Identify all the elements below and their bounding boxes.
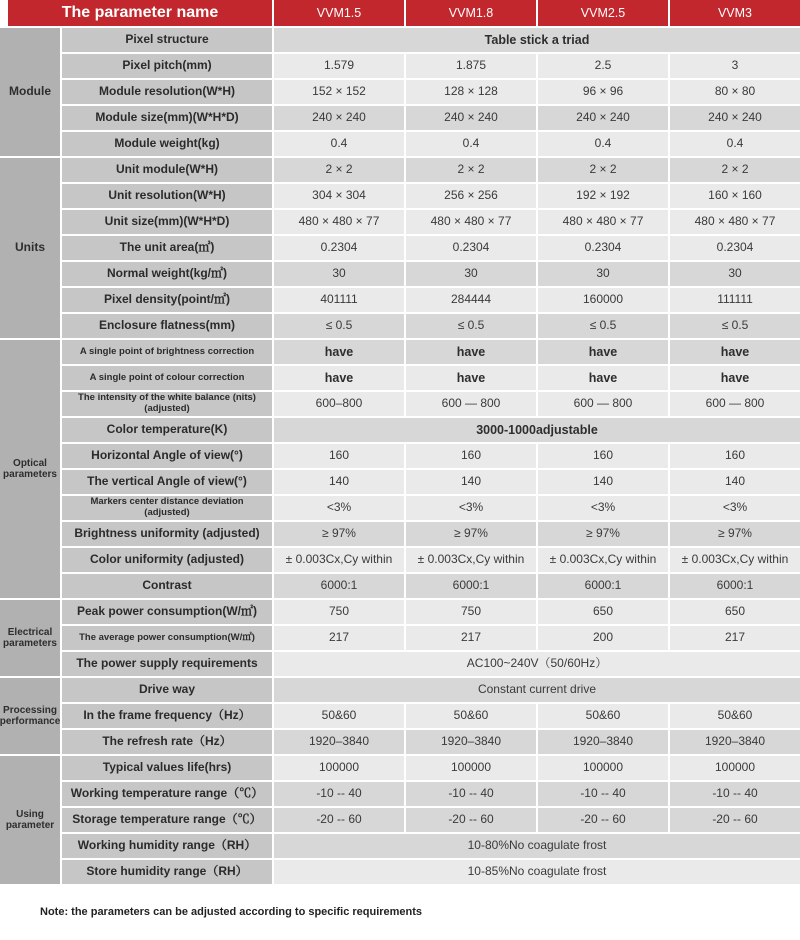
- value-cell: <3%: [538, 496, 668, 520]
- value-cell: 6000:1: [538, 574, 668, 598]
- value-cell: 50&60: [406, 704, 536, 728]
- param-name: In the frame frequency（Hz）: [62, 704, 272, 728]
- value-cell: 600–800: [274, 392, 404, 416]
- group-label-optical-parameters: Optical parameters: [0, 340, 60, 598]
- value-cell: have: [406, 366, 536, 390]
- merged-value-cell: AC100~240V（50/60Hz）: [274, 652, 800, 676]
- value-cell: 0.4: [538, 132, 668, 156]
- value-cell: have: [406, 340, 536, 364]
- merged-value-cell: 10-85%No coagulate frost: [274, 860, 800, 884]
- param-name: Working temperature range（℃）: [62, 782, 272, 806]
- value-cell: 600 — 800: [670, 392, 800, 416]
- value-cell: <3%: [406, 496, 536, 520]
- value-cell: <3%: [670, 496, 800, 520]
- value-cell: 160: [406, 444, 536, 468]
- param-name: The power supply requirements: [62, 652, 272, 676]
- value-cell: 100000: [274, 756, 404, 780]
- value-cell: 480 × 480 × 77: [274, 210, 404, 234]
- param-name: A single point of colour correction: [62, 366, 272, 390]
- value-cell: <3%: [274, 496, 404, 520]
- value-cell: 128 × 128: [406, 80, 536, 104]
- value-cell: -10 -- 40: [670, 782, 800, 806]
- value-cell: -20 -- 60: [538, 808, 668, 832]
- value-cell: have: [670, 366, 800, 390]
- value-cell: 1920–3840: [406, 730, 536, 754]
- param-name: Unit module(W*H): [62, 158, 272, 182]
- value-cell: 50&60: [274, 704, 404, 728]
- value-cell: 480 × 480 × 77: [538, 210, 668, 234]
- value-cell: 2 × 2: [274, 158, 404, 182]
- param-name: Pixel pitch(mm): [62, 54, 272, 78]
- value-cell: ≥ 97%: [274, 522, 404, 546]
- value-cell: ± 0.003Cx,Cy within: [274, 548, 404, 572]
- value-cell: 0.4: [406, 132, 536, 156]
- value-cell: ≤ 0.5: [670, 314, 800, 338]
- value-cell: ± 0.003Cx,Cy within: [538, 548, 668, 572]
- value-cell: ≥ 97%: [538, 522, 668, 546]
- value-cell: -10 -- 40: [406, 782, 536, 806]
- value-cell: 217: [406, 626, 536, 650]
- value-cell: ≥ 97%: [670, 522, 800, 546]
- value-cell: 401111: [274, 288, 404, 312]
- param-name: Peak power consumption(W/㎡): [62, 600, 272, 624]
- value-cell: 240 × 240: [538, 106, 668, 130]
- value-cell: 30: [670, 262, 800, 286]
- value-cell: 6000:1: [274, 574, 404, 598]
- param-name: The unit area(㎡): [62, 236, 272, 260]
- param-name: Storage temperature range（℃）: [62, 808, 272, 832]
- value-cell: 240 × 240: [406, 106, 536, 130]
- value-cell: have: [274, 366, 404, 390]
- value-cell: 6000:1: [670, 574, 800, 598]
- param-name: Module size(mm)(W*H*D): [62, 106, 272, 130]
- value-cell: 1.875: [406, 54, 536, 78]
- value-cell: 3: [670, 54, 800, 78]
- value-cell: 1920–3840: [670, 730, 800, 754]
- value-cell: 284444: [406, 288, 536, 312]
- param-name: Module resolution(W*H): [62, 80, 272, 104]
- value-cell: 6000:1: [406, 574, 536, 598]
- param-name: Module weight(kg): [62, 132, 272, 156]
- value-cell: 160: [274, 444, 404, 468]
- param-name-header: The parameter name: [8, 0, 272, 26]
- value-cell: have: [538, 366, 668, 390]
- value-cell: 152 × 152: [274, 80, 404, 104]
- value-cell: 480 × 480 × 77: [406, 210, 536, 234]
- value-cell: 1.579: [274, 54, 404, 78]
- value-cell: ± 0.003Cx,Cy within: [406, 548, 536, 572]
- value-cell: 2.5: [538, 54, 668, 78]
- param-name: Enclosure flatness(mm): [62, 314, 272, 338]
- param-name: Contrast: [62, 574, 272, 598]
- value-cell: 50&60: [670, 704, 800, 728]
- value-cell: 0.2304: [406, 236, 536, 260]
- value-cell: 0.2304: [274, 236, 404, 260]
- value-cell: 96 × 96: [538, 80, 668, 104]
- value-cell: -10 -- 40: [538, 782, 668, 806]
- value-cell: 2 × 2: [670, 158, 800, 182]
- value-cell: 30: [406, 262, 536, 286]
- value-cell: ≤ 0.5: [406, 314, 536, 338]
- param-name: Color uniformity (adjusted): [62, 548, 272, 572]
- param-name: Unit resolution(W*H): [62, 184, 272, 208]
- param-name: Normal weight(kg/㎡): [62, 262, 272, 286]
- value-cell: 50&60: [538, 704, 668, 728]
- group-label-module: Module: [0, 28, 60, 156]
- param-name: Pixel structure: [62, 28, 272, 52]
- value-cell: 217: [670, 626, 800, 650]
- value-cell: 140: [274, 470, 404, 494]
- value-cell: 1920–3840: [538, 730, 668, 754]
- merged-value-cell: 3000-1000adjustable: [274, 418, 800, 442]
- value-cell: have: [670, 340, 800, 364]
- value-cell: -20 -- 60: [406, 808, 536, 832]
- value-cell: 2 × 2: [406, 158, 536, 182]
- merged-value-cell: Constant current drive: [274, 678, 800, 702]
- value-cell: 30: [538, 262, 668, 286]
- param-name: Horizontal Angle of view(°): [62, 444, 272, 468]
- footer-note: Note: the parameters can be adjusted according to specific requirements: [40, 906, 423, 918]
- value-cell: 100000: [538, 756, 668, 780]
- value-cell: 100000: [406, 756, 536, 780]
- value-cell: 1920–3840: [274, 730, 404, 754]
- value-cell: have: [274, 340, 404, 364]
- param-name: Pixel density(point/㎡): [62, 288, 272, 312]
- param-name: Typical values life(hrs): [62, 756, 272, 780]
- param-name: A single point of brightness correction: [62, 340, 272, 364]
- param-name: The refresh rate（Hz）: [62, 730, 272, 754]
- value-cell: 160000: [538, 288, 668, 312]
- param-name: Brightness uniformity (adjusted): [62, 522, 272, 546]
- value-cell: 0.4: [670, 132, 800, 156]
- value-cell: ≥ 97%: [406, 522, 536, 546]
- model-header-vvm1.8: VVM1.8: [406, 0, 536, 26]
- value-cell: 140: [670, 470, 800, 494]
- value-cell: 600 — 800: [406, 392, 536, 416]
- value-cell: 192 × 192: [538, 184, 668, 208]
- param-name: The intensity of the white balance (nits) (adjusted): [62, 392, 272, 416]
- value-cell: 0.4: [274, 132, 404, 156]
- value-cell: 0.2304: [538, 236, 668, 260]
- value-cell: 256 × 256: [406, 184, 536, 208]
- param-name: The average power consumption(W/㎡): [62, 626, 272, 650]
- value-cell: 160: [670, 444, 800, 468]
- value-cell: 30: [274, 262, 404, 286]
- model-header-vvm2.5: VVM2.5: [538, 0, 668, 26]
- param-name: Unit size(mm)(W*H*D): [62, 210, 272, 234]
- param-name: Working humidity range（RH）: [62, 834, 272, 858]
- param-name: Markers center distance deviation (adjusted): [62, 496, 272, 520]
- value-cell: 140: [538, 470, 668, 494]
- merged-value-cell: Table stick a triad: [274, 28, 800, 52]
- group-label-electrical-parameters: Electrical parameters: [0, 600, 60, 676]
- value-cell: 140: [406, 470, 536, 494]
- group-label-processing-performance: Processing performance: [0, 678, 60, 754]
- value-cell: 480 × 480 × 77: [670, 210, 800, 234]
- value-cell: 217: [274, 626, 404, 650]
- value-cell: 160: [538, 444, 668, 468]
- value-cell: 200: [538, 626, 668, 650]
- value-cell: ± 0.003Cx,Cy within: [670, 548, 800, 572]
- value-cell: 111111: [670, 288, 800, 312]
- param-name: The vertical Angle of view(°): [62, 470, 272, 494]
- value-cell: 240 × 240: [274, 106, 404, 130]
- param-name: Store humidity range（RH）: [62, 860, 272, 884]
- group-label-units: Units: [0, 158, 60, 338]
- param-name: Color temperature(K): [62, 418, 272, 442]
- value-cell: 750: [274, 600, 404, 624]
- value-cell: -20 -- 60: [670, 808, 800, 832]
- group-label-using-parameter: Using parameter: [0, 756, 60, 884]
- value-cell: 160 × 160: [670, 184, 800, 208]
- value-cell: 650: [538, 600, 668, 624]
- value-cell: have: [538, 340, 668, 364]
- value-cell: 0.2304: [670, 236, 800, 260]
- param-name: Drive way: [62, 678, 272, 702]
- value-cell: 304 × 304: [274, 184, 404, 208]
- value-cell: ≤ 0.5: [274, 314, 404, 338]
- value-cell: 2 × 2: [538, 158, 668, 182]
- value-cell: -10 -- 40: [274, 782, 404, 806]
- value-cell: 600 — 800: [538, 392, 668, 416]
- merged-value-cell: 10-80%No coagulate frost: [274, 834, 800, 858]
- value-cell: 80 × 80: [670, 80, 800, 104]
- value-cell: 240 × 240: [670, 106, 800, 130]
- value-cell: 750: [406, 600, 536, 624]
- model-header-vvm3: VVM3: [670, 0, 800, 26]
- model-header-vvm1.5: VVM1.5: [274, 0, 404, 26]
- value-cell: 100000: [670, 756, 800, 780]
- value-cell: 650: [670, 600, 800, 624]
- value-cell: ≤ 0.5: [538, 314, 668, 338]
- value-cell: -20 -- 60: [274, 808, 404, 832]
